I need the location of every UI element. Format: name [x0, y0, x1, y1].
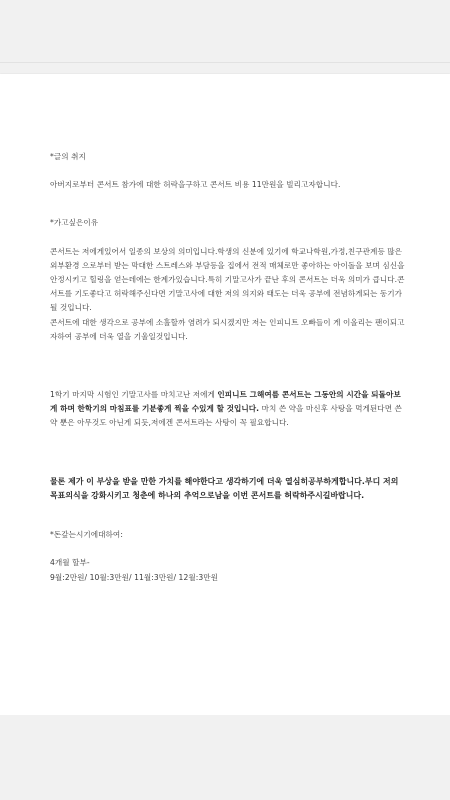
concert-meaning-outro: 마치 쓴 약을 마신후 사탕을 먹게된다면 쓴 약 뿐은 아무것도 아닌게 되듯,저에겐 콘서트라는 사탕이 꼭 필요합니다.: [50, 404, 402, 428]
reasons-paragraph-2: 콘서트에 대한 생각으로 공부에 소홀할까 염려가 되시겠지만 저는 인피니트 오빠들이 게 이올리는 팬이되고자하여 공부에 더욱 열을 기울일것입니다.: [50, 317, 405, 341]
purpose-heading: *글의 취지: [50, 152, 86, 161]
purpose-body: 아버지로부터 콘서트 참가에 대한 허락을구하고 콘서트 비용 11만원을 빌리고자합니다.: [50, 180, 341, 190]
document-body: [50, 150, 405, 585]
concert-meaning-intro: 1학기 마지막 시험인 기말고사를 마치고난 저에게: [50, 390, 218, 400]
concert-meaning-emphasis: 인피니트 그해여름 콘서트는 그동안의 시간을 되돌아보게 하며 한학기의 마침표를 기분좋게 찍을 수있게 할 것입니다.: [50, 390, 401, 414]
bottom-gray-band: [0, 715, 450, 800]
top-gray-band: [0, 0, 450, 62]
promise-paragraph: 물론 제가 이 부상을 받을 만한 가치를 해야한다고 생각하기에 더욱 열심히공부하게합니다.부디 저의 목표의식을 강화시키고 청춘에 하나의 추억으로남을 이번 콘서트를 허락하주시길바랍니다.: [50, 476, 399, 501]
concert-meaning-paragraph: [50, 388, 405, 431]
repayment-schedule: 9월:2만원/ 10월:3만원/ 11월:3만원/ 12월:3만원: [50, 572, 218, 582]
top-divider: [0, 62, 450, 63]
reasons-paragraph-1: 콘서트는 저에게있어서 일종의 보상의 의미입니다.학생의 신분에 있기에 학교나학원,가정,친구관계등 많은 외부환경 으로부터 받는 막대한 스트레스와 부담등을 집에서 전적 매체로만 좋아하는 아이돌을 보며 심신을 안정시키고 힐링을 얻는데에는 한계가있습니다.특히 기말고사가 끝난 후의 콘서트는 더욱 의미가 큽니다.콘서트를 기도좋다고 허락해주신다면 기말고사에 대한 저의 의지와 태도는 더욱 공부에 전념하게되는 동기가 될 것입니다.: [50, 246, 405, 313]
reasons-heading: *가고싶은이유: [50, 218, 99, 228]
repayment-plan: 4개월 할부-: [50, 558, 90, 568]
repayment-heading: *돈갚는시기에대하여:: [50, 530, 123, 540]
